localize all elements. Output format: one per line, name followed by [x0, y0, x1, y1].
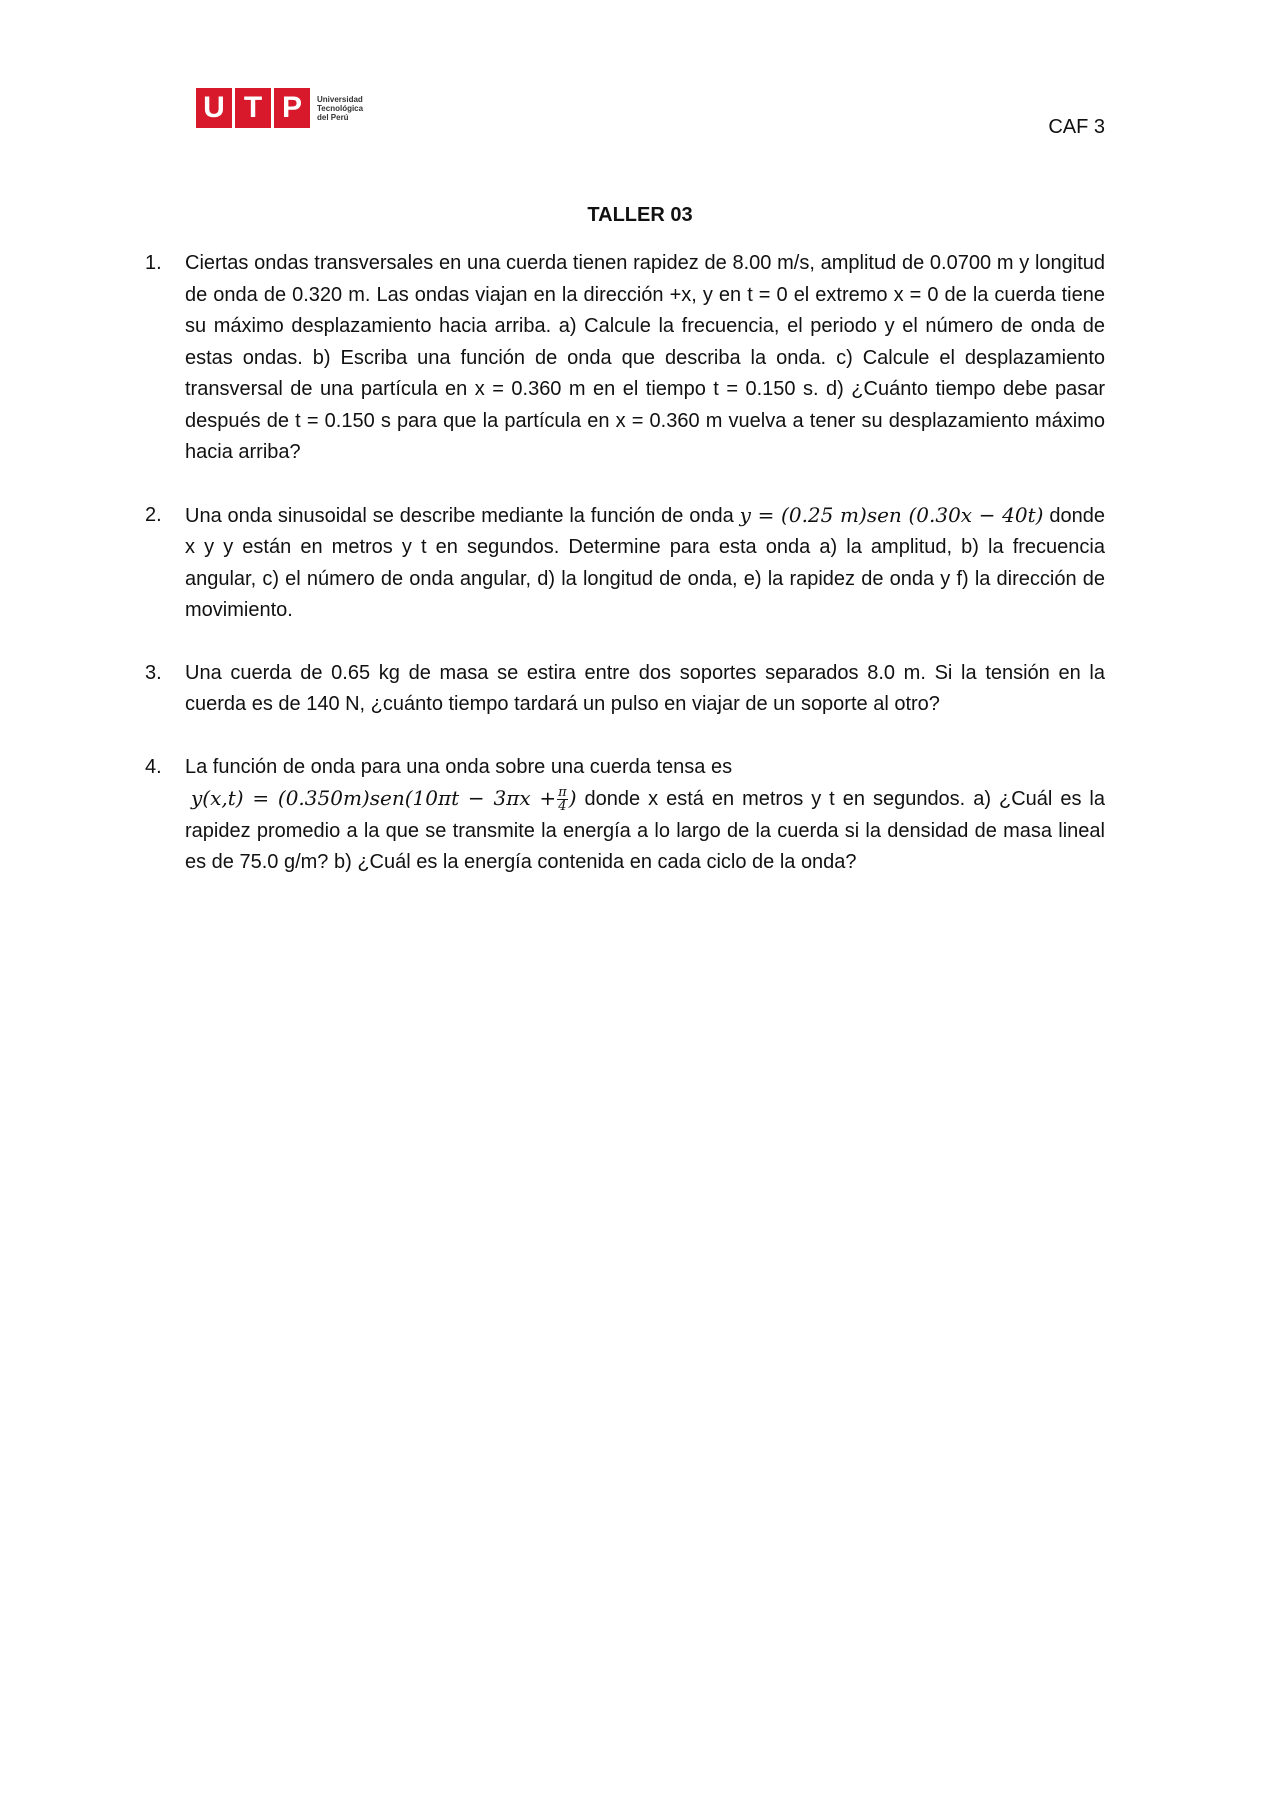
fraction-denominator: 4 [558, 799, 567, 815]
problem-1 [145, 248, 1105, 469]
problem-text-after: donde x y y están en metros y t en segundos. Determine para esta onda a) la amplitud, b) la frecuencia angular, c) el número de onda angular, d) la longitud de onda, e) la rapidez de onda y f) la dirección de movimiento. [185, 504, 1105, 621]
wave-formula-main: y(x,t) = (0.350m)sen(10πt − 3πx + [191, 786, 557, 810]
problem-number: 3. [145, 661, 162, 684]
pi-over-four-fraction [557, 786, 568, 813]
logo-text-line: Tecnológica [317, 103, 364, 113]
fraction-numerator: π [558, 785, 567, 801]
logo-box [196, 88, 310, 128]
problem-text: Ciertas ondas transversales en una cuerda tienen rapidez de 8.00 m/s, amplitud de 0.0700 m y longitud de onda de 0.320 m. Las ondas viajan en la dirección +x, y en t = 0 el extremo x = 0 de la cuerda tiene su máximo desplazamiento hacia arriba. a) Calcule la frecuencia, el periodo y el número de onda de estas ondas. b) Escriba una función de onda que describa la onda. c) Calcule el desplazamiento transversal de una partícula en x = 0.360 m en el tiempo t = 0.150 s. d) ¿Cuánto tiempo debe pasar después de t = 0.150 s para que la partícula en x = 0.360 m vuelva a tener su desplazamiento máximo hacia arriba? [185, 252, 1105, 463]
problem-text: Una cuerda de 0.65 kg de masa se estira entre dos soportes separados 8.0 m. Si la tensión en la cuerda es de 140 N, ¿cuánto tiempo tardará un pulso en viajar de un soporte al otro? [185, 661, 1105, 715]
problem-number: 4. [145, 755, 162, 778]
logo-letter-t: T [235, 88, 274, 128]
logo-text [317, 95, 377, 122]
problem-number: 1. [145, 252, 162, 274]
utp-logo [196, 88, 377, 128]
wave-formula: y = (0.25 m)sen (0.30x − 40t) [739, 502, 1044, 527]
problem-text-before: Una onda sinusoidal se describe mediante la función de onda [185, 504, 734, 527]
wave-formula [185, 785, 577, 815]
logo-text-line: del Perú [317, 112, 349, 122]
problem-number: 2. [145, 503, 162, 526]
problem-text-before: La función de onda para una onda sobre una cuerda tensa es [185, 755, 733, 778]
logo-text-line: Universidad [317, 94, 363, 104]
problem-list [145, 248, 1105, 910]
logo-letter-u: U [196, 88, 235, 128]
problem-text-after: donde x está en metros y t en segundos. a) ¿Cuál es la rapidez promedio a la que se transmite la energía a lo largo de la cuerda si la densidad de masa lineal es de 75.0 g/m? b) ¿Cuál es la energía contenida en cada ciclo de la onda? [185, 788, 1105, 873]
problem-4 [145, 752, 1105, 879]
problem-2 [145, 500, 1105, 627]
problem-3 [145, 658, 1105, 721]
logo-letter-p: P [281, 91, 302, 124]
course-code: CAF 3 [1048, 116, 1105, 138]
page-title: TALLER 03 [587, 204, 693, 226]
wave-formula-close: ) [568, 786, 577, 810]
